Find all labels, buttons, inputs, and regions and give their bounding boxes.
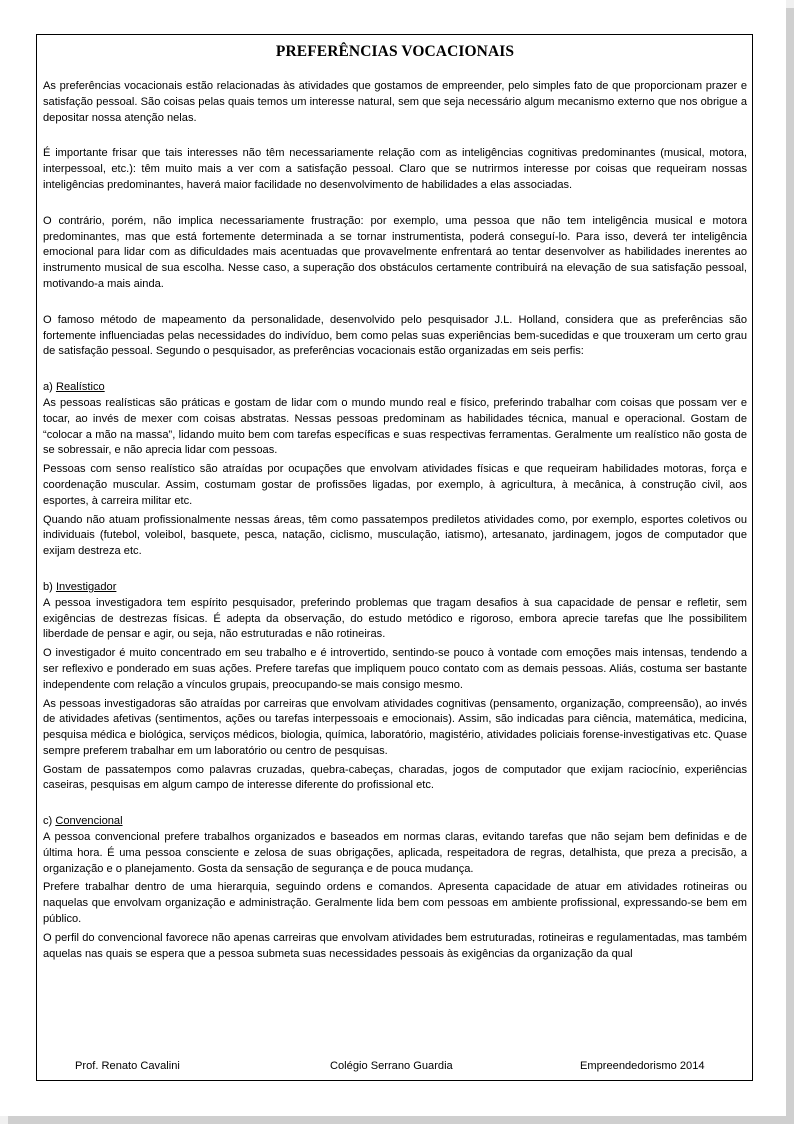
intro-paragraph-1: As preferências vocacionais estão relacionadas às atividades que gostamos de empreender, pelo simples fato de que proporcionam prazer e satisfação pessoal. São coisas pelas quais temos um interesse natural, sem que seja necessário algum mecanismo externo que nos obrigue a depositar nossa atenção nelas. [43, 80, 747, 124]
investigador-paragraph-4: Gostam de passatempos como palavras cruzadas, quebra-cabeças, charadas, jogos de computador que exijam raciocínio, experiências caseiras, pesquisas em algum campo de interesse diferente do profissional etc. [43, 763, 747, 792]
realistico-paragraph-2: Pessoas com senso realístico são atraídas por ocupações que envolvam atividades físicas e que requeiram habilidades motoras, força e coordenação muscular. Assim, costumam gostar de profissões ligadas, por exemplo, à agricultura, à mecânica, à construção civil, aos esportes, à carreira militar etc. [43, 463, 747, 507]
investigador-paragraph-2: O investigador é muito concentrado em seu trabalho e é introvertido, sentindo-se pouco à vontade com emoções mais intensas, tendendo a ser reflexivo e ponderado em suas ações. Prefere tarefas que impliquem pouco contato com as demais pessoas. Aliás, costuma ser bastante independente com relação a vínculos grupais, preocupando-se mais consigo mesmo. [43, 647, 747, 691]
section-prefix: a) [43, 381, 56, 394]
section-prefix: b) [43, 580, 56, 593]
investigador-paragraph-1: A pessoa investigadora tem espírito pesquisador, preferindo problemas que tragam desafios à sua capacidade de pensar e refletir, sem exigências de destrezas físicas. É adepta da observação, do estudo metódico e rigoroso, embora aprecie tarefas que lhe possibilitem liberdade de pensar e agir, ou seja, não estruturadas e não rotineiras. [43, 596, 747, 641]
footer-course: Empreendedorismo 2014 [580, 1060, 705, 1072]
page-shadow-bottom [8, 1116, 794, 1124]
convencional-paragraph-3: O perfil do convencional favorece não apenas carreiras que envolvam atividades bem estruturadas, rotineiras e regulamentadas, mas também aquelas nas quais se espera que a pessoa submeta suas necessidades pessoais às exigências da organização da qual [43, 931, 747, 960]
document-body [37, 35, 752, 962]
convencional-paragraph-1: A pessoa convencional prefere trabalhos organizados e baseados em normas claras, evitando tarefas que não sejam bem definidas e de última hora. É uma pessoa consciente e zelosa de suas obrigações, aplicada, respeitadora de regras, detalhista, que preza a precisão, a organização e o planejamento. Gosta da sensação de segurança e de pouca mudança. [43, 831, 747, 875]
section-name: Realístico [55, 381, 105, 394]
section-name: Convencional [55, 815, 123, 828]
investigador-paragraph-3: As pessoas investigadoras são atraídas por carreiras que envolvam atividades cognitivas (pensamento, organização, compreensão), ao invés de atividades afetivas (sentimentos, ações ou tarefas interpessoais e emocionais). Assim, são indicadas para ciência, matemática, medicina, pesquisa médica e biológica, serviços médicos, biologia, química, laboratório, magistério, atividades policiais forense-investigativas etc. Quase sempre preferem trabalhar em um laboratório ou centro de pesquisas. [43, 697, 747, 757]
realistico-paragraph-3: Quando não atuam profissionalmente nessas áreas, têm como passatempos prediletos atividades como, por exemplo, esportes coletivos ou individuais (futebol, voleibol, basquete, pesca, natação, ciclismo, musculação, iatismo), artesanato, jardinagem, jogos de computador que exijam destreza etc. [43, 513, 747, 558]
intro-paragraph-3: O contrário, porém, não implica necessariamente frustração: por exemplo, uma pessoa que não tem inteligência musical e motora predominantes, mas que está fortemente determinada a se tornar instrumentista, poderá conseguí-lo. Para isso, deverá ter inteligência emocional para lidar com as dificuldades mais acentuadas que provavelmente enfrentará ao tentar desenvolver as habilidades inerentes ao instrumento musical de sua escolha. Nesse caso, a superação dos obstáculos certamente contribuirá na elevação de sua satisfação pessoal, motivando-a mais ainda. [43, 214, 747, 290]
page-frame [36, 34, 753, 1081]
footer-author: Prof. Renato Cavalini [75, 1060, 180, 1072]
footer-school: Colégio Serrano Guardia [330, 1060, 453, 1072]
document-title: PREFERÊNCIAS VOCACIONAIS [275, 43, 515, 60]
page-shadow-right [786, 8, 794, 1124]
section-name: Investigador [55, 580, 117, 593]
section-prefix: c) [43, 815, 56, 828]
section-heading-realistico [43, 380, 747, 396]
section-heading-convencional [43, 814, 747, 830]
realistico-paragraph-1: As pessoas realísticas são práticas e gostam de lidar com o mundo mundo real e físico, preferindo trabalhar com coisas que possam ver e tocar, ao invés de mexer com coisas abstratas. Nessas pessoas predominam as habilidades técnica, manual e operacional. Gostam de “colocar a mão na massa”, lidando muito bem com tarefas específicas e suas respectivas ferramentas. Geralmente um realístico não gosta de se sobressair, e não aprecia lidar com pessoas. [43, 396, 747, 457]
intro-paragraph-4: O famoso método de mapeamento da personalidade, desenvolvido pelo pesquisador J.L. Holland, considera que as preferências são fortemente influenciadas pelas necessidades do indivíduo, bem como pelas suas experiências bem-sucedidas e que trouxeram um certo grau de satisfação pessoal. Segundo o pesquisador, as preferências vocacionais estão organizadas em seis perfis: [43, 313, 747, 358]
intro-paragraph-2: É importante frisar que tais interesses não têm necessariamente relação com as inteligências cognitivas predominantes (musical, motora, interpessoal, etc.): têm muito mais a ver com a satisfação pessoal. Claro que se nutrirmos interesse por coisas que requeiram nossas inteligências predominantes, haverá maior facilidade no desenvolvimento de habilidades a elas associadas. [43, 147, 747, 191]
convencional-paragraph-2: Prefere trabalhar dentro de uma hierarquia, seguindo ordens e comandos. Apresenta capacidade de atuar em atividades rotineiras ou naquelas que envolvam organização e administração. Geralmente lida bem com pessoas em ambiente profissional, expressando-se bem em público. [43, 881, 747, 926]
section-heading-investigador [43, 580, 747, 596]
